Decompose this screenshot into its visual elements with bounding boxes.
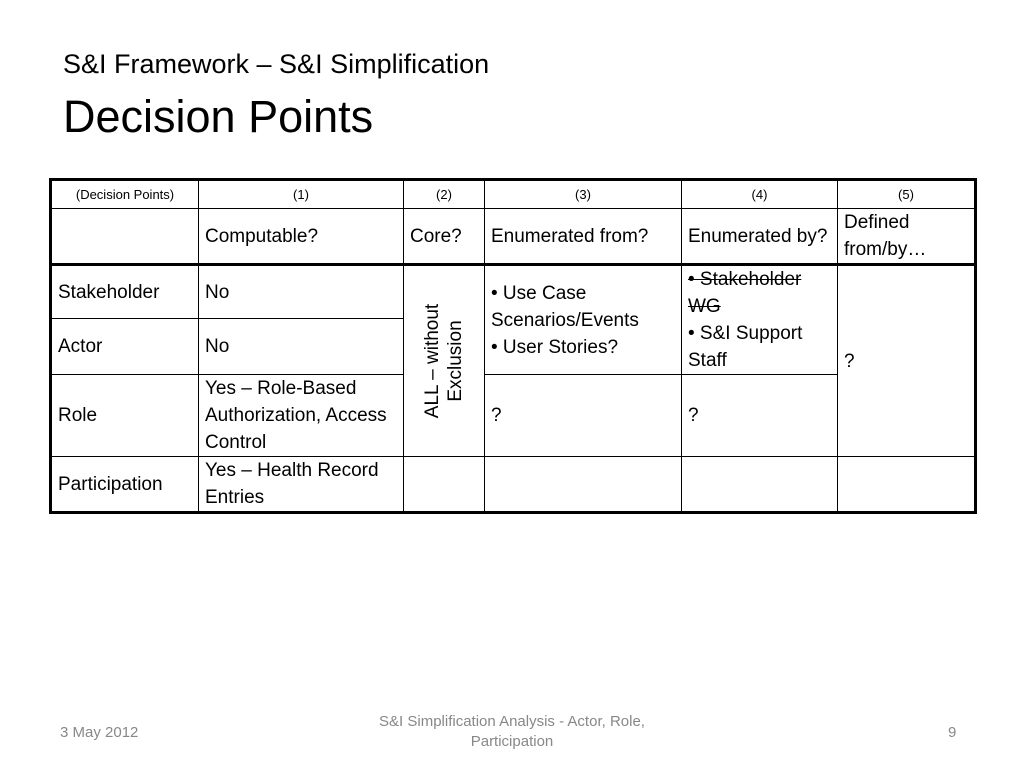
table-row <box>51 265 976 319</box>
enum-by-cell <box>682 457 838 513</box>
defined-merged-cell: ? <box>838 265 976 457</box>
header-cell: (5) <box>838 180 976 209</box>
enum-from-cell <box>485 457 682 513</box>
computable-cell: No <box>199 319 404 375</box>
decision-points-table <box>49 178 977 514</box>
enum-from-merged-cell <box>485 265 682 375</box>
slide-subtitle: S&I Framework – S&I Simplification <box>63 49 490 79</box>
header-cell: (4) <box>682 180 838 209</box>
subheader-cell <box>51 209 199 265</box>
computable-cell: Yes – Role-Based Authorization, Access Control <box>199 375 404 457</box>
header-cell: (1) <box>199 180 404 209</box>
subheader-cell: Core? <box>404 209 485 265</box>
table-row <box>51 457 976 513</box>
header-cell: (2) <box>404 180 485 209</box>
enum-from-cell: ? <box>485 375 682 457</box>
page-number: 9 <box>948 724 957 741</box>
computable-cell: No <box>199 265 404 319</box>
row-label: Actor <box>51 319 199 375</box>
enum-by-item: • S&I Support Staff <box>688 323 803 371</box>
defined-cell <box>838 457 976 513</box>
core-cell <box>404 457 485 513</box>
footer-date: 3 May 2012 <box>60 724 139 741</box>
enum-from-item: • Use Case Scenarios/Events <box>491 282 639 331</box>
table-row <box>51 375 976 457</box>
header-cell: (3) <box>485 180 682 209</box>
enum-from-item: • User Stories? <box>491 336 619 358</box>
subheader-cell: Enumerated by? <box>682 209 838 265</box>
enum-by-cell: ? <box>682 375 838 457</box>
row-label: Role <box>51 375 199 457</box>
core-merged-line2: Exclusion <box>445 320 466 402</box>
enum-by-struck-item: • Stakeholder WG <box>688 269 802 317</box>
enum-by-merged-cell <box>682 265 838 375</box>
computable-cell: Yes – Health Record Entries <box>199 457 404 513</box>
table-header-row <box>51 180 976 209</box>
footer-title: S&I Simplification Analysis - Actor, Role, Participation <box>379 713 645 750</box>
core-merged-line1: ALL – without <box>422 303 443 419</box>
subheader-cell: Computable? <box>199 209 404 265</box>
row-label: Participation <box>51 457 199 513</box>
row-label: Stakeholder <box>51 265 199 319</box>
subheader-cell: Enumerated from? <box>485 209 682 265</box>
core-merged-cell <box>404 265 485 457</box>
table-subheader-row <box>51 209 976 265</box>
slide-title: Decision Points <box>63 91 374 142</box>
subheader-cell: Defined from/by… <box>838 209 976 265</box>
header-cell: (Decision Points) <box>51 180 199 209</box>
